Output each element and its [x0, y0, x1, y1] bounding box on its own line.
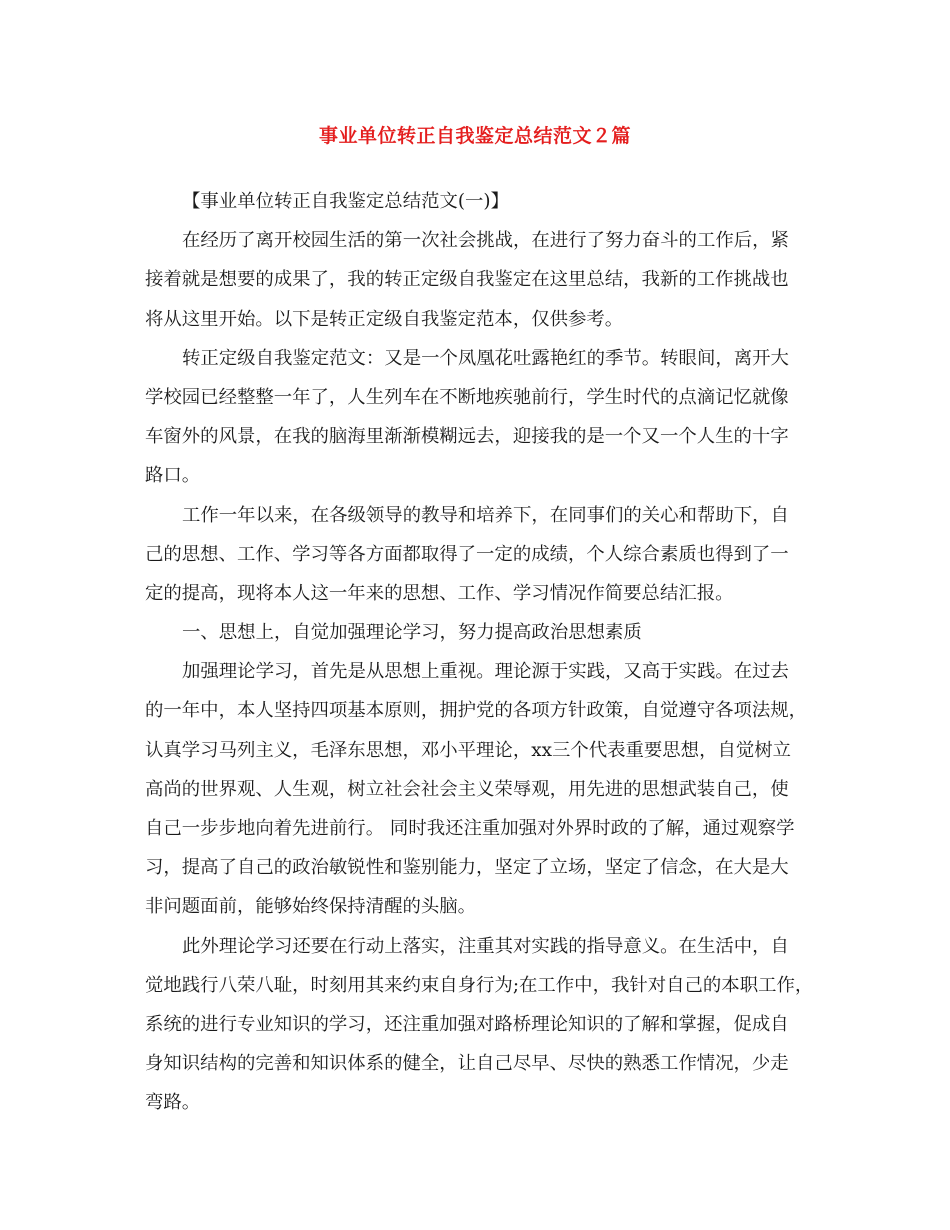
text-line: 工作一年以来，在各级领导的教导和培养下，在同事们的关心和帮助下，自 — [182, 504, 789, 526]
text-line: 身知识结构的完善和知识体系的健全，让自己尽早、尽快的熟悉工作情况，少走 — [145, 1053, 789, 1075]
text-line: 接着就是想要的成果了，我的转正定级自我鉴定在这里总结，我新的工作挑战也 — [145, 269, 789, 291]
text-line: 在经历了离开校园生活的第一次社会挑战，在进行了努力奋斗的工作后，紧 — [182, 230, 789, 252]
document-body — [145, 182, 813, 1123]
text-line: 定的提高，现将本人这一年来的思想、工作、学习情况作简要总结汇报。 — [145, 582, 734, 604]
text-line: 习，提高了自己的政治敏锐性和鉴别能力，坚定了立场，坚定了信念，在大是大 — [145, 857, 789, 879]
subsection-heading: 一、思想上，自觉加强理论学习，努力提高政治思想素质 — [182, 622, 642, 644]
text-line: 的一年中，本人坚持四项基本原则，拥护党的各项方针政策，自觉遵守各项法规， — [145, 700, 808, 722]
text-line: 自己一步步地向着先进前行。 同时我还注重加强对外界时政的了解，通过观察学 — [145, 818, 795, 839]
text-line: 将从这里开始。以下是转正定级自我鉴定范本，仅供参考。 — [145, 308, 624, 330]
text-line: 路口。 — [145, 465, 201, 487]
text-line: 非问题面前，能够始终保持清醒的头脑。 — [145, 896, 477, 918]
text-line: 学校园已经整整一年了，人生列车在不断地疾驰前行，学生时代的点滴记忆就像 — [145, 386, 789, 408]
text-line: 车窗外的风景，在我的脑海里渐渐模糊远去，迎接我的是一个又一个人生的十字 — [145, 426, 789, 448]
text-line: 觉地践行八荣八耻，时刻用其来约束自身行为;在工作中，我针对自己的本职工作， — [145, 974, 813, 996]
text-line: 己的思想、工作、学习等各方面都取得了一定的成绩，个人综合素质也得到了一 — [145, 543, 789, 565]
document-title: 事业单位转正自我鉴定总结范文２篇 — [318, 125, 631, 147]
text-line: 系统的进行专业知识的学习，还注重加强对路桥理论知识的了解和掌握，促成自 — [145, 1013, 789, 1035]
text-line: 高尚的世界观、人生观，树立社会社会主义荣辱观，用先进的思想武装自己，使 — [145, 778, 789, 800]
text-line: 弯路。 — [145, 1092, 201, 1114]
text-line: 加强理论学习，首先是从思想上重视。理论源于实践，又高于实践。在过去 — [182, 661, 789, 683]
section-heading: 【事业单位转正自我鉴定总结范文(一)】 — [182, 191, 509, 212]
text-line: 此外理论学习还要在行动上落实，注重其对实践的指导意义。在生活中，自 — [182, 935, 789, 957]
text-line: 认真学习马列主义，毛泽东思想，邓小平理论，xx三个代表重要思想，自觉树立 — [145, 739, 792, 761]
text-line: 转正定级自我鉴定范文：又是一个凤凰花吐露艳红的季节。转眼间，离开大 — [182, 347, 789, 369]
